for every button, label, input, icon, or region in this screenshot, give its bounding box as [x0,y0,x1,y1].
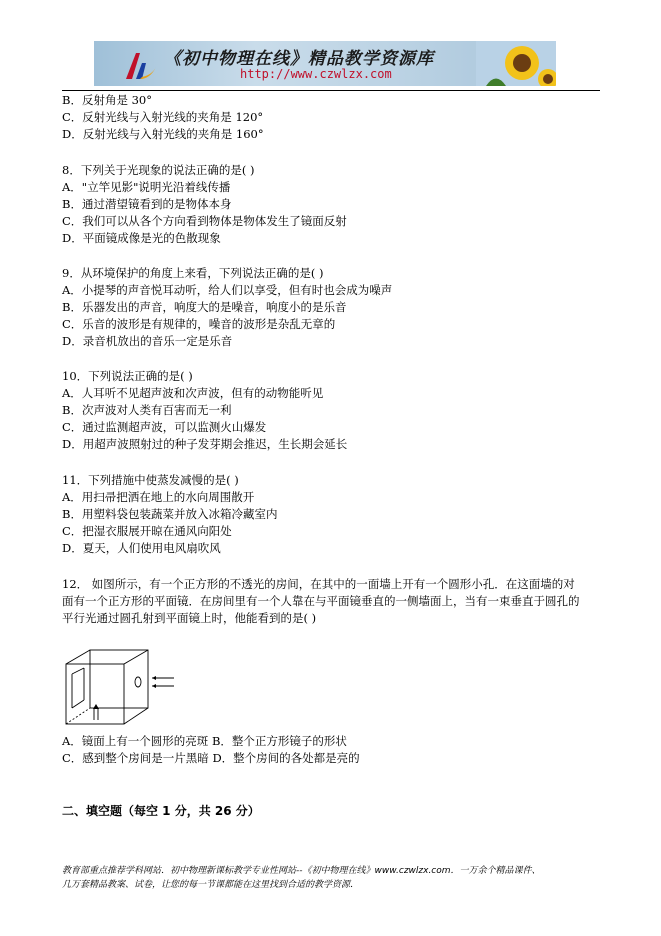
header-banner [94,41,556,86]
q9-stem: 9．从环境保护的角度上来看，下列说法正确的是( ) [62,266,324,280]
q9-option-a: A．小提琴的声音悦耳动听，给人们以享受，但有时也会成为噪声 [62,283,393,297]
q7-option-b: B．反射角是 30° [62,93,152,107]
q11-option-c: C．把湿衣服展开晾在通风向阳处 [62,524,232,538]
q9-option-c: C．乐音的波形是有规律的，噪音的波形是杂乱无章的 [62,317,336,331]
banner-url: http://www.czwlzx.com [240,67,392,81]
q8-option-d: D．平面镜成像是光的色散现象 [62,231,221,245]
q10-option-a: A．人耳听不见超声波和次声波，但有的动物能听见 [62,386,324,400]
section-title-fill-in: 二、填空题（每空 1 分，共 26 分） [62,804,260,818]
q12-stem-line-1: 12． 如图所示，有一个正方形的不透光的房间，在其中的一面墙上开有一个圆形小孔．在这面墙的对 [62,577,575,591]
q7-option-d: D．反射光线与入射光线的夹角是 160° [62,127,264,141]
q8-option-c: C．我们可以从各个方向看到物体是物体发生了镜面反射 [62,214,347,228]
q12-options-row-2: C．感到整个房间是一片黑暗 D．整个房间的各处都是亮的 [62,751,360,765]
q10-option-b: B．次声波对人类有百害而无一利 [62,403,232,417]
q11-option-b: B．用塑料袋包装蔬菜并放入冰箱冷藏室内 [62,507,278,521]
room-diagram [62,648,182,732]
q11-option-d: D．夏天，人们使用电风扇吹风 [62,541,221,555]
sunflower-image [476,41,556,86]
q12-stem-line-3: 平行光通过圆孔射到平面镜上时，他能看到的是( ) [62,611,317,625]
q9-option-b: B．乐器发出的声音，响度大的是噪音，响度小的是乐音 [62,300,347,314]
q9-option-d: D．录音机放出的音乐一定是乐音 [62,334,233,348]
q8-option-b: B．通过潜望镜看到的是物体本身 [62,197,232,211]
q11-stem: 11．下列措施中使蒸发减慢的是( ) [62,473,239,487]
q10-option-c: C．通过监测超声波，可以监测火山爆发 [62,420,267,434]
header-rule [62,90,600,91]
q8-option-a: A．"立竿见影"说明光沿着线传播 [62,180,231,194]
q12-stem-line-2: 面有一个正方形的平面镜．在房间里有一个人靠在与平面镜垂直的一侧墙面上，当有一束垂直于圆孔的 [62,594,580,608]
q8-stem: 8．下列关于光现象的说法正确的是( ) [62,163,255,177]
q10-stem: 10．下列说法正确的是( ) [62,369,193,383]
site-logo [122,49,158,81]
q10-option-d: D．用超声波照射过的种子发芽期会推迟，生长期会延长 [62,437,348,451]
q11-option-a: A．用扫帚把洒在地上的水向周围散开 [62,490,255,504]
q12-options-row-1: A．镜面上有一个圆形的亮斑 B．整个正方形镜子的形状 [62,734,347,748]
q7-option-c: C．反射光线与入射光线的夹角是 120° [62,110,264,124]
footer-line-2: 几万套精品教案、试卷，让您的每一节课都能在这里找到合适的教学资源． [62,880,360,890]
footer-line-1: 教育部重点推荐学科网站．初中物理新课标教学专业性网站--《初中物理在线》www.czwlzx.com．一万余个精品课件、 [62,866,541,876]
banner-title: 《初中物理在线》精品教学资源库 [164,49,434,69]
